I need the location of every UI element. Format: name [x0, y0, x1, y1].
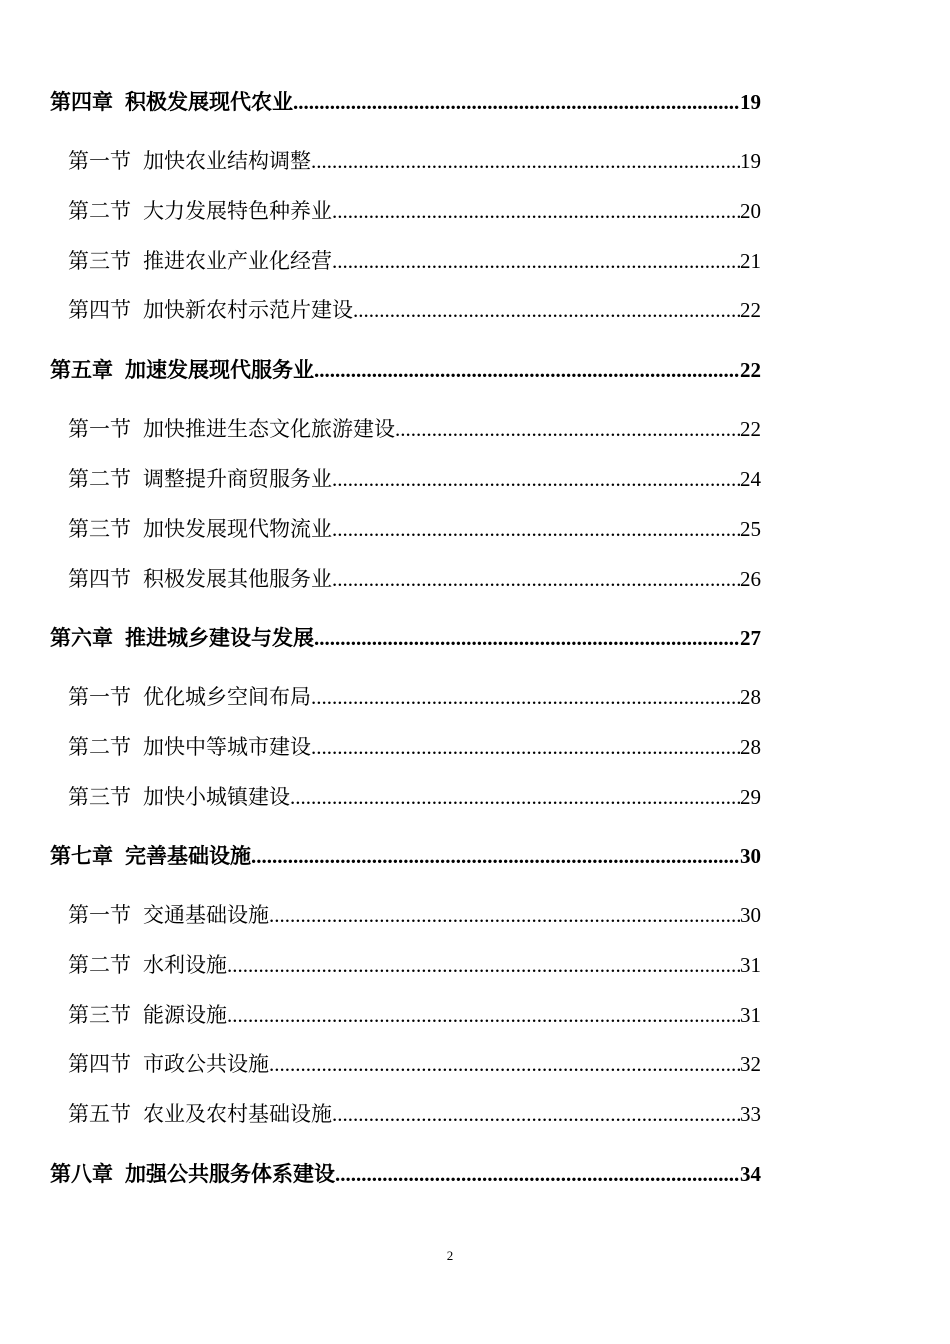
toc-entry-page: 19 — [740, 90, 761, 114]
toc-leader-dots — [314, 624, 740, 652]
toc-entry-page: 27 — [740, 626, 761, 650]
toc-entry-title: 第二节 加快中等城市建设 — [68, 735, 311, 759]
toc-entry-title: 第四节 积极发展其他服务业 — [68, 567, 332, 591]
toc-entry-section[interactable] — [68, 1100, 761, 1128]
toc-leader-dots — [251, 842, 740, 870]
toc-entry-title: 第三节 加快小城镇建设 — [68, 785, 290, 809]
toc-leader-dots — [332, 465, 740, 493]
toc-leader-dots — [227, 1001, 740, 1029]
toc-entry-page: 19 — [740, 149, 761, 173]
toc-entry-page: 20 — [740, 199, 761, 223]
toc-entry-page: 33 — [740, 1102, 761, 1126]
toc-leader-dots — [353, 296, 740, 324]
toc-leader-dots — [311, 147, 740, 175]
toc-entry-page: 26 — [740, 567, 761, 591]
toc-entry-chapter-5[interactable] — [50, 356, 761, 384]
toc-leader-dots — [332, 197, 740, 225]
toc-entry-title: 第一节 交通基础设施 — [68, 903, 269, 927]
toc-entry-chapter-8[interactable] — [50, 1160, 761, 1188]
toc-entry-page: 30 — [740, 903, 761, 927]
toc-entry-section[interactable] — [68, 247, 761, 275]
toc-leader-dots — [269, 1050, 740, 1078]
toc-entry-section[interactable] — [68, 565, 761, 593]
toc-entry-section[interactable] — [68, 147, 761, 175]
toc-leader-dots — [311, 733, 740, 761]
toc-entry-chapter-7[interactable] — [50, 842, 761, 870]
toc-entry-title: 第一节 优化城乡空间布局 — [68, 685, 311, 709]
toc-entry-title: 第二节 大力发展特色种养业 — [68, 199, 332, 223]
toc-leader-dots — [395, 415, 740, 443]
toc-entry-title: 第六章 推进城乡建设与发展 — [50, 626, 314, 650]
toc-leader-dots — [269, 901, 740, 929]
toc-entry-page: 34 — [740, 1162, 761, 1186]
toc-entry-page: 29 — [740, 785, 761, 809]
toc-entry-title: 第四节 加快新农村示范片建设 — [68, 298, 353, 322]
toc-entry-title: 第三节 推进农业产业化经营 — [68, 249, 332, 273]
toc-entry-section[interactable] — [68, 901, 761, 929]
toc-leader-dots — [332, 247, 740, 275]
toc-entry-section[interactable] — [68, 1050, 761, 1078]
page-number: 2 — [446, 1248, 454, 1263]
toc-entry-title: 第五章 加速发展现代服务业 — [50, 358, 314, 382]
toc-leader-dots — [311, 683, 740, 711]
toc-leader-dots — [332, 565, 740, 593]
toc-entry-page: 28 — [740, 735, 761, 759]
toc-leader-dots — [332, 515, 740, 543]
toc-entry-page: 30 — [740, 844, 761, 868]
toc-entry-page: 24 — [740, 467, 761, 491]
toc-entry-page: 28 — [740, 685, 761, 709]
toc-entry-page: 31 — [740, 1003, 761, 1027]
toc-leader-dots — [335, 1160, 740, 1188]
toc-leader-dots — [227, 951, 740, 979]
toc-entry-title: 第二节 水利设施 — [68, 953, 227, 977]
toc-leader-dots — [314, 356, 740, 384]
toc-leader-dots — [293, 88, 740, 116]
toc-entry-section[interactable] — [68, 515, 761, 543]
toc-entry-section[interactable] — [68, 733, 761, 761]
toc-entry-section[interactable] — [68, 415, 761, 443]
toc-entry-title: 第一节 加快推进生态文化旅游建设 — [68, 417, 395, 441]
toc-entry-page: 22 — [740, 417, 761, 441]
toc-entry-page: 21 — [740, 249, 761, 273]
toc-entry-title: 第八章 加强公共服务体系建设 — [50, 1162, 335, 1186]
toc-leader-dots — [332, 1100, 740, 1128]
toc-entry-section[interactable] — [68, 951, 761, 979]
toc-leader-dots — [290, 783, 740, 811]
toc-entry-section[interactable] — [68, 683, 761, 711]
toc-entry-section[interactable] — [68, 1001, 761, 1029]
toc-entry-page: 31 — [740, 953, 761, 977]
toc-entry-page: 25 — [740, 517, 761, 541]
toc-entry-title: 第三节 能源设施 — [68, 1003, 227, 1027]
toc-entry-page: 22 — [740, 358, 761, 382]
toc-entry-section[interactable] — [68, 296, 761, 324]
toc-entry-title: 第三节 加快发展现代物流业 — [68, 517, 332, 541]
toc-entry-title: 第五节 农业及农村基础设施 — [68, 1102, 332, 1126]
toc-entry-title: 第四章 积极发展现代农业 — [50, 90, 293, 114]
toc-entry-chapter-4[interactable] — [50, 88, 761, 116]
toc-entry-section[interactable] — [68, 197, 761, 225]
toc-entry-page: 22 — [740, 298, 761, 322]
toc-entry-title: 第四节 市政公共设施 — [68, 1052, 269, 1076]
toc-entry-section[interactable] — [68, 465, 761, 493]
toc-entry-title: 第七章 完善基础设施 — [50, 844, 251, 868]
toc-entry-title: 第二节 调整提升商贸服务业 — [68, 467, 332, 491]
toc-entry-page: 32 — [740, 1052, 761, 1076]
toc-entry-section[interactable] — [68, 783, 761, 811]
toc-entry-title: 第一节 加快农业结构调整 — [68, 149, 311, 173]
toc-entry-chapter-6[interactable] — [50, 624, 761, 652]
